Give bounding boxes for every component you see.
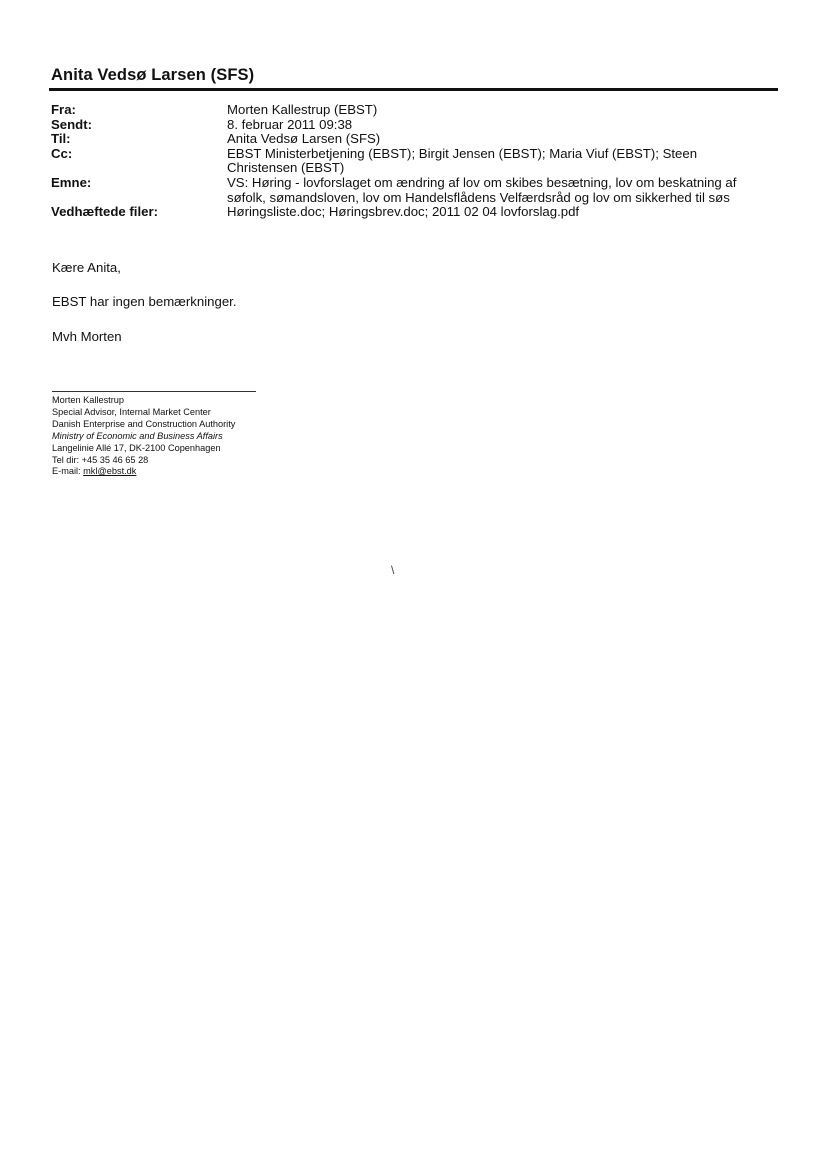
signature-email-link[interactable]: mkl@ebst.dk <box>83 466 137 477</box>
header-value: 8. februar 2011 09:38 <box>227 116 353 132</box>
header-row-sent <box>51 118 777 133</box>
header-label: Cc: <box>51 145 73 161</box>
message-line: EBST har ingen bemærkninger. <box>52 294 237 309</box>
header-row-subject <box>51 176 777 205</box>
signature-email-prefix: E-mail: <box>52 466 84 477</box>
email-headers <box>51 103 777 220</box>
heading-rule <box>49 88 778 91</box>
header-row-cc <box>51 147 777 176</box>
header-value: Høringsliste.doc; Høringsbrev.doc; 2011 02 04 lovforslag.pdf <box>227 204 580 220</box>
header-label: Vedhæftede filer: <box>51 204 158 220</box>
signature-title: Special Advisor, Internal Market Center <box>52 406 211 417</box>
greeting: Kære Anita, <box>52 260 121 275</box>
signoff: Mvh Morten <box>52 329 122 344</box>
header-label: Emne: <box>51 174 92 190</box>
signature-tel: Tel dir: +45 35 46 65 28 <box>52 454 149 465</box>
scan-mark: \ <box>391 563 395 577</box>
signature-org: Danish Enterprise and Construction Authority <box>52 418 236 429</box>
header-row-attachments <box>51 205 777 220</box>
signature-block <box>52 395 235 478</box>
header-label: Sendt: <box>51 116 93 132</box>
header-row-to <box>51 132 777 147</box>
header-label: Til: <box>51 131 71 147</box>
header-value: Morten Kallestrup (EBST) <box>227 102 378 117</box>
signature-address: Langelinie Allé 17, DK-2100 Copenhagen <box>52 442 221 453</box>
signature-ministry: Ministry of Economic and Business Affairs <box>52 430 223 441</box>
header-value: Anita Vedsø Larsen (SFS) <box>227 131 381 147</box>
signature-name: Morten Kallestrup <box>52 395 125 405</box>
header-value: VS: Høring - lovforslaget om ændring af lov om skibes besætning, lov om beskatning af søfolk, sømandsloven, lov om Handelsflådens Velfærdsråd og lov om sikkerhed til søs <box>227 174 737 205</box>
header-label: Fra: <box>51 102 76 117</box>
header-row-from <box>51 103 777 118</box>
signature-email-line <box>52 466 235 478</box>
signature-rule <box>52 391 256 392</box>
header-value: EBST Ministerbetjening (EBST); Birgit Jensen (EBST); Maria Viuf (EBST); Steen Christensen (EBST) <box>227 145 698 176</box>
document-owner-heading: Anita Vedsø Larsen (SFS) <box>51 66 255 84</box>
